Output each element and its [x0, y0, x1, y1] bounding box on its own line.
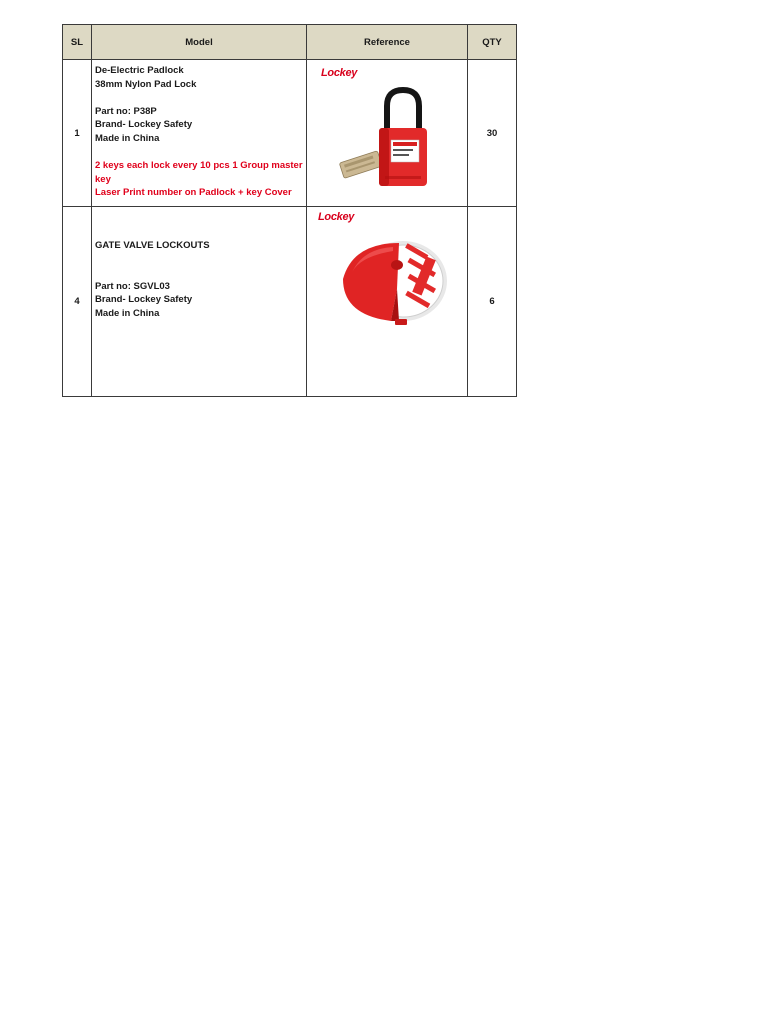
note-line: Laser Print number on Padlock + key Cover [95, 187, 292, 199]
reference-cell [307, 60, 468, 207]
model-line: Made in China [95, 307, 160, 319]
model-line: 38mm Nylon Pad Lock [95, 78, 197, 90]
model-line [95, 266, 303, 280]
model-line: Made in China [95, 132, 160, 144]
model-line: Part no: P38P [95, 105, 157, 117]
header-sl: SL [63, 25, 92, 60]
qty-cell: 30 [468, 60, 517, 207]
sl-cell: 4 [63, 207, 92, 397]
brand-logo: Lockey [318, 211, 355, 223]
model-cell [92, 207, 307, 397]
note-line: key [95, 173, 111, 185]
table-row [63, 207, 517, 397]
model-line: Brand- Lockey Safety [95, 294, 193, 306]
header-qty: QTY [468, 25, 517, 60]
gate-valve-lockout-image [333, 235, 453, 331]
model-line: GATE VALVE LOCKOUTS [95, 240, 210, 251]
model-line: Part no: SGVL03 [95, 280, 170, 292]
model-line [95, 91, 303, 105]
model-line [95, 253, 303, 267]
model-cell [92, 60, 307, 207]
header-model: Model [92, 25, 307, 60]
qty-cell: 6 [468, 207, 517, 397]
sl-cell: 1 [63, 60, 92, 207]
note-line: 2 keys each lock every 10 pcs 1 Group master [95, 160, 303, 172]
product-table [62, 24, 517, 397]
padlock-image [329, 84, 449, 194]
header-row [63, 25, 517, 60]
model-line: Brand- Lockey Safety [95, 119, 193, 131]
brand-logo: Lockey [321, 67, 358, 79]
header-reference: Reference [307, 25, 468, 60]
reference-cell [307, 207, 468, 397]
table-row [63, 60, 517, 207]
model-line [95, 146, 303, 160]
model-line: De-Electric Padlock [95, 65, 184, 76]
